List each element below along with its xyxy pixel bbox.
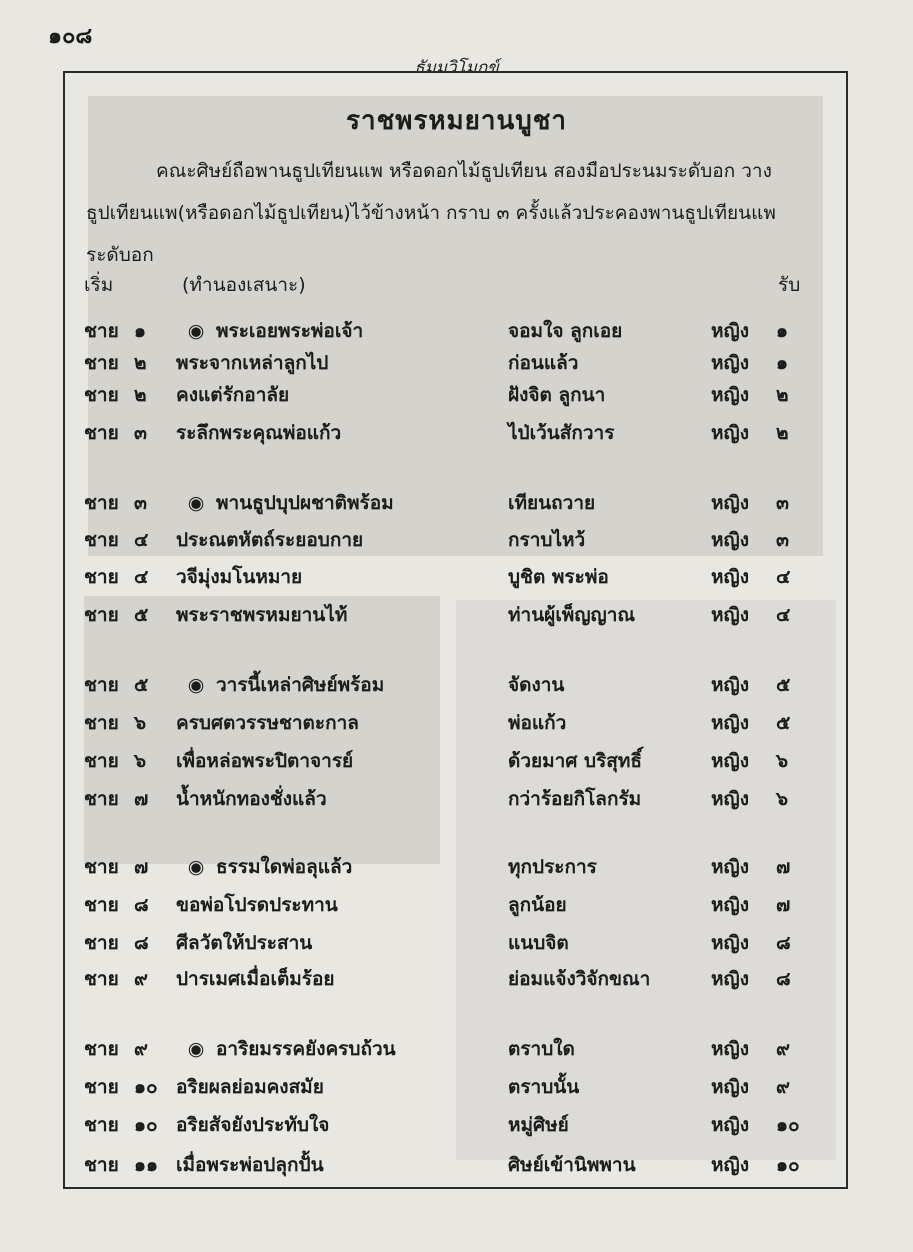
verse-text-container xyxy=(176,1034,396,1064)
verse-text: พระราชพรหมยานไท้ xyxy=(176,604,348,626)
response-text: จอมใจ ลูกเอย xyxy=(508,320,623,342)
female-label: หญิง xyxy=(711,1076,749,1098)
chant-row xyxy=(0,600,913,630)
verse-text-container xyxy=(176,488,394,518)
male-verse-number: ๑๑ xyxy=(134,1154,159,1176)
column-header-row xyxy=(0,270,913,300)
response-text: ด้วยมาศ บริสุทธิ์ xyxy=(508,750,642,772)
verse-text-container xyxy=(176,1072,324,1102)
female-label: หญิง xyxy=(711,788,749,810)
verse-text-container xyxy=(176,708,359,738)
verse-text: ขอพ่อโปรดประทาน xyxy=(176,894,338,916)
page-number: ๑๐๘ xyxy=(48,24,93,49)
verse-text: ครบศตวรรษชาตะกาล xyxy=(176,712,359,734)
response-text: แนบจิต xyxy=(508,932,569,954)
male-verse-number: ๖ xyxy=(134,712,147,734)
female-label: หญิง xyxy=(711,856,749,878)
chant-row xyxy=(0,1110,913,1140)
verse-text-container xyxy=(176,670,384,700)
male-verse-number: ๙ xyxy=(134,1038,148,1060)
page-title: ราชพรหมยานบูชา xyxy=(346,106,567,136)
chant-row xyxy=(0,488,913,518)
male-verse-number: ๑ xyxy=(134,320,147,342)
female-verse-number: ๕ xyxy=(776,712,791,734)
female-label: หญิง xyxy=(711,1038,749,1060)
female-verse-number: ๙ xyxy=(776,1038,790,1060)
male-verse-number: ๕ xyxy=(134,674,149,696)
male-verse-number: ๓ xyxy=(134,422,147,444)
verse-text: วารนี้เหล่าศิษย์พร้อม xyxy=(216,674,385,696)
female-label: หญิง xyxy=(711,352,749,374)
female-verse-number: ๒ xyxy=(776,384,789,406)
chant-row xyxy=(0,670,913,700)
bullet-icon: ◉ xyxy=(187,674,205,696)
verse-text: เมื่อพระพ่อปลุกปั้น xyxy=(176,1154,324,1176)
female-verse-number: ๒ xyxy=(776,422,789,444)
chant-row xyxy=(0,1150,913,1180)
chant-row xyxy=(0,890,913,920)
female-label: หญิง xyxy=(711,604,749,626)
male-label: ชาย xyxy=(84,1114,119,1136)
female-verse-number: ๔ xyxy=(776,604,791,626)
male-verse-number: ๖ xyxy=(134,750,147,772)
verse-text-container xyxy=(176,418,341,448)
response-text: ย่อมแจ้งวิจักขณา xyxy=(508,968,651,990)
intro-line: ธูปเทียนแพ(หรือดอกไม้ธูปเทียน)ไว้ข้างหน้า กราบ ๓ ครั้งแล้วประคองพานธูปเทียนแพ xyxy=(86,202,776,224)
male-label: ชาย xyxy=(84,352,119,374)
response-text: หมู่ศิษย์ xyxy=(508,1114,569,1136)
female-verse-number: ๘ xyxy=(776,932,791,954)
intro-line: คณะศิษย์ถือพานธูปเทียนแพ หรือดอกไม้ธูปเทียน สองมือประนมระดับอก วาง xyxy=(156,160,772,182)
chant-row xyxy=(0,562,913,592)
response-text: บูชิต พระพ่อ xyxy=(508,566,609,588)
female-label: หญิง xyxy=(711,894,749,916)
female-label: หญิง xyxy=(711,529,749,551)
verse-text: ประณตหัตถ์ระยอบกาย xyxy=(176,529,364,551)
response-text: ทุกประการ xyxy=(508,856,597,878)
receive-label: รับ xyxy=(778,274,801,296)
female-label: หญิง xyxy=(711,566,749,588)
verse-text-container xyxy=(176,316,363,346)
female-verse-number: ๓ xyxy=(776,529,789,551)
response-text: จัดงาน xyxy=(508,674,565,696)
male-verse-number: ๑๐ xyxy=(134,1114,158,1136)
male-verse-number: ๘ xyxy=(134,894,149,916)
response-text: ฝังจิต ลูกนา xyxy=(508,384,606,406)
verse-text-container xyxy=(176,890,338,920)
verse-text-container xyxy=(176,852,352,882)
intro-paragraph xyxy=(86,150,826,276)
verse-text-container xyxy=(176,784,327,814)
male-label: ชาย xyxy=(84,1076,119,1098)
male-label: ชาย xyxy=(84,968,119,990)
verse-text: ศีลวัตให้ประสาน xyxy=(176,932,313,954)
verse-text: ธรรมใดพ่อลุแล้ว xyxy=(216,856,353,878)
verse-text-container xyxy=(176,1110,329,1140)
male-label: ชาย xyxy=(84,932,119,954)
response-text: ลูกน้อย xyxy=(508,894,567,916)
male-verse-number: ๕ xyxy=(134,604,149,626)
male-verse-number: ๘ xyxy=(134,932,149,954)
male-label: ชาย xyxy=(84,750,119,772)
verse-text-container xyxy=(176,525,363,555)
female-verse-number: ๑ xyxy=(776,352,789,374)
response-text: พ่อแก้ว xyxy=(508,712,567,734)
verse-text-container xyxy=(176,600,347,630)
verse-text-container xyxy=(176,380,289,410)
female-verse-number: ๘ xyxy=(776,968,791,990)
female-verse-number: ๓ xyxy=(776,492,789,514)
response-text: ก่อนแล้ว xyxy=(508,352,579,374)
response-text: ตราบใด xyxy=(508,1038,575,1060)
verse-text: พระจากเหล่าลูกไป xyxy=(176,352,329,374)
verse-text: ระลึกพระคุณพ่อแก้ว xyxy=(176,422,342,444)
male-label: ชาย xyxy=(84,1154,119,1176)
chant-row xyxy=(0,525,913,555)
verse-text-container xyxy=(176,928,312,958)
response-text: ไป่เว้นสักวาร xyxy=(508,422,615,444)
female-verse-number: ๑๐ xyxy=(776,1114,800,1136)
female-verse-number: ๗ xyxy=(776,856,791,878)
chant-row xyxy=(0,964,913,994)
verse-text: อริยสัจยังประทับใจ xyxy=(176,1114,330,1136)
bullet-icon: ◉ xyxy=(187,1038,205,1060)
verse-text: พระเอยพระพ่อเจ้า xyxy=(216,320,364,342)
female-label: หญิง xyxy=(711,384,749,406)
male-verse-number: ๗ xyxy=(134,856,149,878)
male-verse-number: ๙ xyxy=(134,968,148,990)
response-text: ตราบนั้น xyxy=(508,1076,580,1098)
verse-text: ปารเมศเมื่อเต็มร้อย xyxy=(176,968,335,990)
female-verse-number: ๔ xyxy=(776,566,791,588)
female-label: หญิง xyxy=(711,320,749,342)
verse-text: อาริยมรรคยังครบถ้วน xyxy=(216,1038,396,1060)
chant-row xyxy=(0,852,913,882)
running-header: ธัมมวิโมกข์ xyxy=(414,58,499,78)
male-label: ชาย xyxy=(84,422,119,444)
chant-row xyxy=(0,348,913,378)
female-label: หญิง xyxy=(711,712,749,734)
female-verse-number: ๑ xyxy=(776,320,789,342)
intro-line: ระดับอก xyxy=(86,244,154,266)
chant-row xyxy=(0,1072,913,1102)
chant-row xyxy=(0,316,913,346)
male-label: ชาย xyxy=(84,856,119,878)
female-label: หญิง xyxy=(711,674,749,696)
male-verse-number: ๔ xyxy=(134,566,149,588)
male-verse-number: ๓ xyxy=(134,492,147,514)
female-verse-number: ๕ xyxy=(776,674,791,696)
female-label: หญิง xyxy=(711,932,749,954)
verse-text: เพื่อหล่อพระปิตาจารย์ xyxy=(176,750,354,772)
bullet-icon: ◉ xyxy=(187,492,205,514)
verse-text: อริยผลย่อมคงสมัย xyxy=(176,1076,324,1098)
male-label: ชาย xyxy=(84,492,119,514)
female-label: หญิง xyxy=(711,1114,749,1136)
chant-row xyxy=(0,746,913,776)
start-label: เริ่ม xyxy=(84,274,114,296)
female-label: หญิง xyxy=(711,750,749,772)
verse-text: วจีมุ่งมโนหมาย xyxy=(176,566,303,588)
male-label: ชาย xyxy=(84,384,119,406)
male-label: ชาย xyxy=(84,674,119,696)
response-text: ศิษย์เข้านิพพาน xyxy=(508,1154,636,1176)
male-label: ชาย xyxy=(84,894,119,916)
male-label: ชาย xyxy=(84,712,119,734)
male-label: ชาย xyxy=(84,1038,119,1060)
female-verse-number: ๙ xyxy=(776,1076,790,1098)
male-label: ชาย xyxy=(84,529,119,551)
response-text: เทียนถวาย xyxy=(508,492,596,514)
response-text: กว่าร้อยกิโลกรัม xyxy=(508,788,642,810)
male-label: ชาย xyxy=(84,604,119,626)
verse-text-container xyxy=(176,562,302,592)
female-label: หญิง xyxy=(711,968,749,990)
verse-text-container xyxy=(176,348,328,378)
verse-text-container xyxy=(176,964,335,994)
response-text: ท่านผู้เพ็ญญาณ xyxy=(508,604,636,626)
verse-text: พานธูปบุปผชาติพร้อม xyxy=(216,492,394,514)
chant-row xyxy=(0,418,913,448)
male-verse-number: ๒ xyxy=(134,384,147,406)
female-verse-number: ๖ xyxy=(776,750,789,772)
verse-text-container xyxy=(176,746,353,776)
male-label: ชาย xyxy=(84,320,119,342)
verse-text-container xyxy=(176,1150,324,1180)
female-label: หญิง xyxy=(711,1154,749,1176)
female-label: หญิง xyxy=(711,422,749,444)
bullet-icon: ◉ xyxy=(187,320,205,342)
chant-row xyxy=(0,380,913,410)
female-verse-number: ๗ xyxy=(776,894,791,916)
male-label: ชาย xyxy=(84,788,119,810)
female-verse-number: ๖ xyxy=(776,788,789,810)
chant-row xyxy=(0,1034,913,1064)
male-label: ชาย xyxy=(84,566,119,588)
verse-text: คงแต่รักอาลัย xyxy=(176,384,290,406)
male-verse-number: ๑๐ xyxy=(134,1076,158,1098)
bullet-icon: ◉ xyxy=(187,856,205,878)
male-verse-number: ๔ xyxy=(134,529,149,551)
response-text: กราบไหว้ xyxy=(508,529,586,551)
female-verse-number: ๑๐ xyxy=(776,1154,800,1176)
chant-row xyxy=(0,928,913,958)
male-verse-number: ๒ xyxy=(134,352,147,374)
female-label: หญิง xyxy=(711,492,749,514)
chant-style-label: (ทำนองเสนาะ) xyxy=(182,274,306,296)
chant-row xyxy=(0,784,913,814)
verse-text: น้ำหนักทองชั่งแล้ว xyxy=(176,788,327,810)
male-verse-number: ๗ xyxy=(134,788,149,810)
chant-row xyxy=(0,708,913,738)
